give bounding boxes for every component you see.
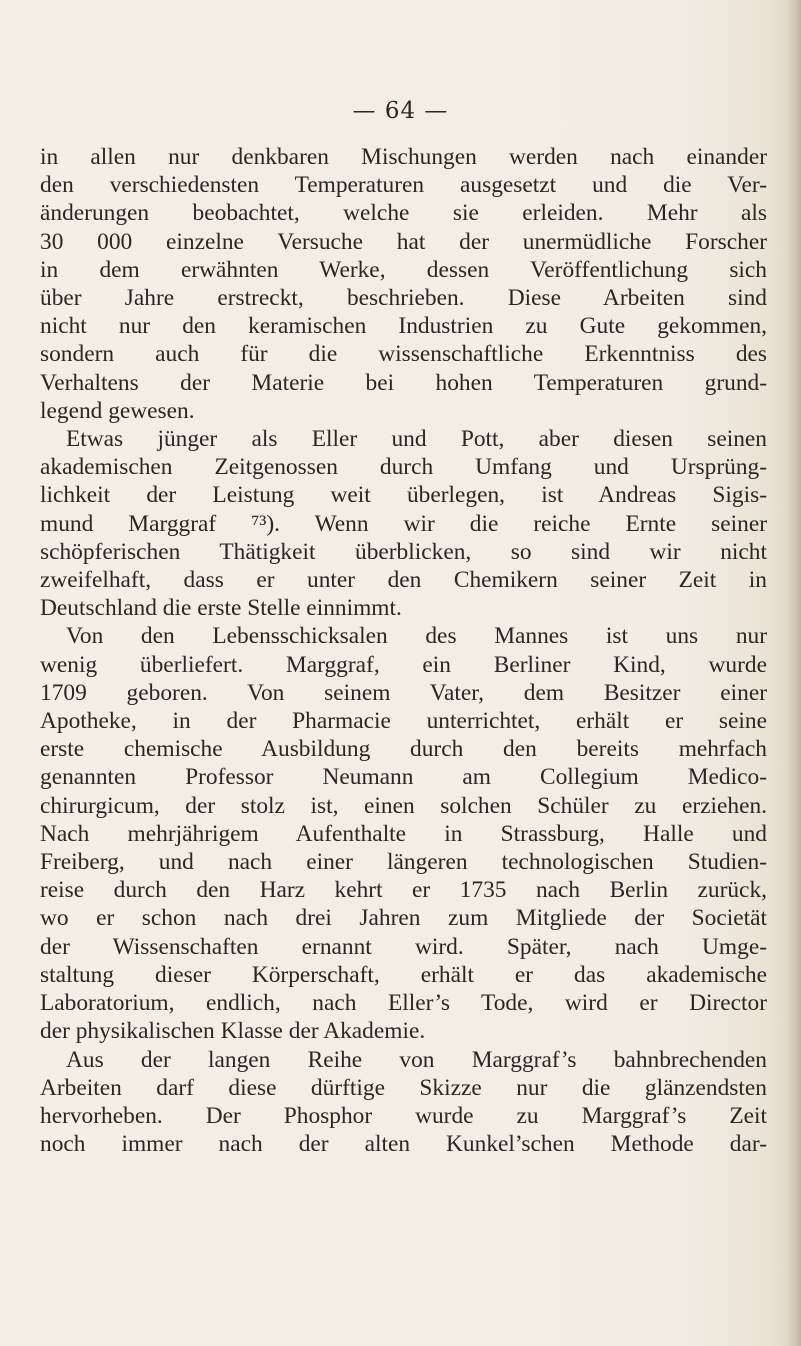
text-line: schöpferischen Thätigkeit überblicken, so sind wir nicht <box>40 538 767 565</box>
text-line: Nach mehrjährigem Aufenthalte in Strassburg, Halle und <box>40 820 767 847</box>
text-line: staltung dieser Körperschaft, erhält er das akademische <box>40 961 767 988</box>
text-line: nicht nur den keramischen Industrien zu Gute gekommen, <box>40 313 767 340</box>
text-line: Etwas jünger als Eller und Pott, aber diesen seinen <box>66 426 767 453</box>
text-line: zweifelhaft, dass er unter den Chemikern seiner Zeit in <box>40 567 767 594</box>
text-line: den verschiedensten Temperaturen ausgesetzt und die Ver- <box>40 172 767 199</box>
text-line: legend gewesen. <box>40 397 195 424</box>
text-line: reise durch den Harz kehrt er 1735 nach Berlin zurück, <box>40 877 767 904</box>
text-line: akademischen Zeitgenossen durch Umfang und Ursprüng- <box>40 454 767 481</box>
text-line: Aus der langen Reihe von Marggraf’s bahnbrechenden <box>66 1046 767 1073</box>
text-line: 30 000 einzelne Versuche hat der unermüdliche Forscher <box>40 228 767 255</box>
text-line: Laboratorium, endlich, nach Eller’s Tode, wird er Director <box>40 990 767 1017</box>
text-line: in allen nur denkbaren Mischungen werden nach einander <box>40 144 767 170</box>
text-line: Freiberg, und nach einer längeren technologischen Studien- <box>40 849 767 876</box>
text-line: Deutschland die erste Stelle einnimmt. <box>40 595 402 622</box>
text-line: Verhaltens der Materie bei hohen Temperaturen grund- <box>40 369 767 396</box>
text-line: über Jahre erstreckt, beschrieben. Diese Arbeiten sind <box>40 285 767 312</box>
text-line: Von den Lebensschicksalen des Mannes ist uns nur <box>66 623 767 650</box>
text-line: hervorheben. Der Phosphor wurde zu Marggraf’s Zeit <box>40 1102 767 1129</box>
text-line: wo er schon nach drei Jahren zum Mitgliede der Societät <box>40 905 767 932</box>
text-line: chirurgicum, der stolz ist, einen solchen Schüler zu erziehen. <box>40 792 767 819</box>
text-line: erste chemische Ausbildung durch den bereits mehrfach <box>40 736 767 763</box>
text-line: wenig überliefert. Marggraf, ein Berliner Kind, wurde <box>40 651 767 678</box>
text-line: in dem erwähnten Werke, dessen Veröffentlichung sich <box>40 256 767 283</box>
body-text <box>40 143 767 1158</box>
page-number: — 64 — <box>352 98 449 124</box>
text-line: der Wissenschaften ernannt wird. Später, nach Umge- <box>40 933 767 960</box>
text-line: der physikalischen Klasse der Akademie. <box>40 1018 426 1045</box>
text-line: sondern auch für die wissenschaftliche Erkenntniss des <box>40 341 767 368</box>
text-line: 1709 geboren. Von seinem Vater, dem Besitzer einer <box>40 679 767 706</box>
text-line: Arbeiten darf diese dürftige Skizze nur die glänzendsten <box>40 1074 767 1101</box>
text-line: lichkeit der Leistung weit überlegen, ist Andreas Sigis- <box>40 482 767 509</box>
text-line: mund Marggraf ⁷³). Wenn wir die reiche Ernte seiner <box>40 510 767 537</box>
text-line: änderungen beobachtet, welche sie erleiden. Mehr als <box>40 200 767 227</box>
page-edge-shadow <box>787 0 801 1346</box>
text-line: Apotheke, in der Pharmacie unterrichtet, erhält er seine <box>40 708 767 735</box>
text-line: noch immer nach der alten Kunkel’schen Methode dar- <box>40 1131 767 1158</box>
text-line: genannten Professor Neumann am Collegium Medico- <box>40 764 767 791</box>
